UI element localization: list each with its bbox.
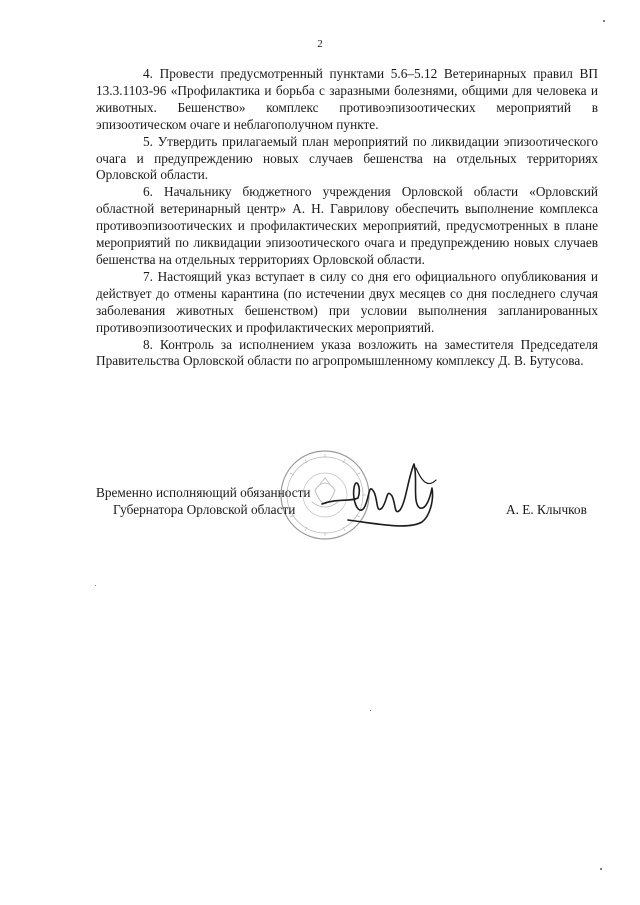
document-body: [96, 66, 598, 370]
signature-block: [0, 470, 640, 550]
scan-speck: [603, 20, 605, 22]
scan-speck: [370, 710, 371, 711]
paragraph-7: 7. Настоящий указ вступает в силу со дня его официального опубликования и действует до отмены карантина (по истечении двух месяцев со дня последнего случая заболевания животных бешенством) при условии выполнения запланированных противоэпизоотических и профилактических мероприятий.: [96, 268, 598, 335]
signatory-title-line2: Губернатора Орловской области: [113, 502, 296, 517]
paragraph-4: 4. Провести предусмотренный пунктами 5.6–5.12 Ветеринарных правил ВП 13.3.1103-96 «Профилактика и борьба с заразными болезнями, общими для человека и животных. Бешенство» комплекс противоэпизоотических мероприятий в эпизоотическом очаге и неблагополучном пункте.: [96, 66, 598, 132]
signatory-name: А. Е. Клычков: [506, 502, 587, 517]
signatory-title-line1: Временно исполняющий обязанности: [96, 485, 311, 500]
paragraph-5: 5. Утвердить прилагаемый план мероприятий по ликвидации эпизоотического очага и предупреждению новых случаев бешенства на отдельных территориях Орловской области.: [96, 133, 598, 183]
handwritten-signature-icon: [318, 458, 448, 538]
scan-speck: [600, 868, 602, 870]
paragraph-8: 8. Контроль за исполнением указа возложить на заместителя Председателя Правительства Орловской области по агропромышленному комплексу Д. В. Бутусова.: [96, 336, 598, 369]
paragraph-6: 6. Начальнику бюджетного учреждения Орловской области «Орловский областной ветеринарный центр» А. Н. Гаврилову обеспечить выполнение комплекса противоэпизоотических и профилактических мероприятий, предусмотренных в плане мероприятий по ликвидации эпизоотического очага и предупреждению новых случаев бешенства на отдельных территориях Орловской области.: [96, 184, 598, 267]
page-number: 2: [317, 38, 323, 50]
scan-speck: [95, 585, 96, 586]
